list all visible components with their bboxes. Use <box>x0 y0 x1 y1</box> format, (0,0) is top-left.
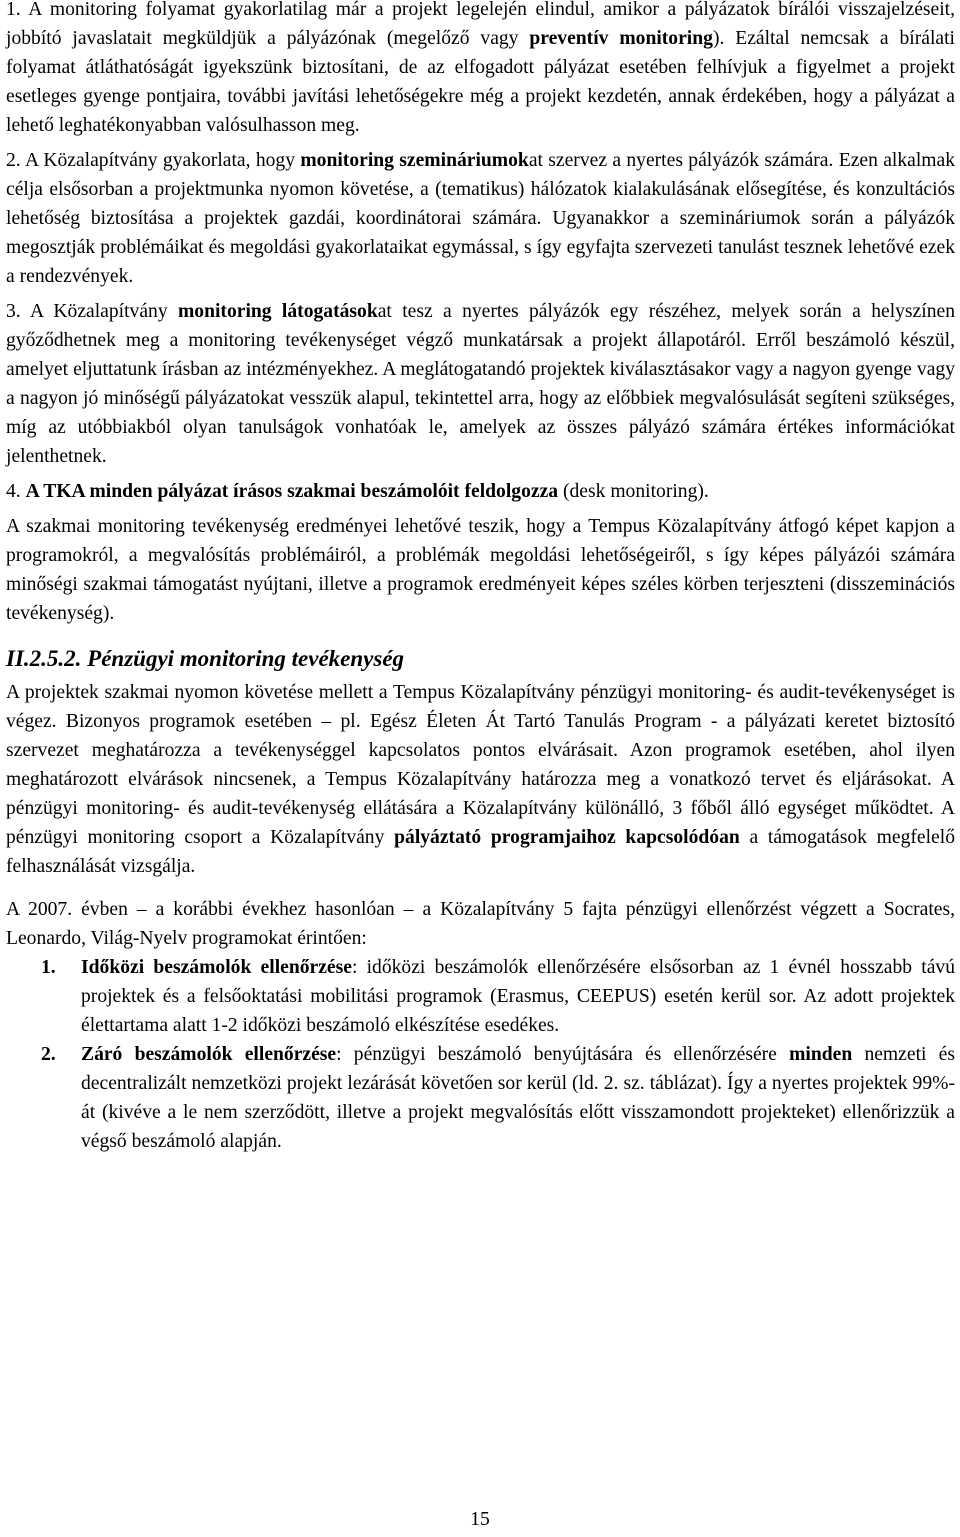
document-page <box>6 0 955 1156</box>
paragraph-monitoring-seminars: 2. A Közalapítvány gyakorlata, hogy monitoring szemináriumokat szervez a nyertes pályázók számára. Ezen alkalmak célja elsősorban a projektmunka nyomon követése, a (tematikus) hálózatok kialakulásának elősegítése, és konzultációs lehetőség biztosítása a projektek gazdái, koordinátorai számára. Ugyanakkor a szemináriumok során a pályázók megosztják problémáikat és megoldási gyakorlataikat egymással, s így egyfajta szervezeti tanulást tesznek lehetővé ezek a rendezvények. <box>6 150 956 287</box>
list-marker: 2. <box>41 1044 56 1065</box>
list-item-text: : időközi beszámolók ellenőrzésére elsősorban az 1 évnél hosszabb távú projektek és a felsőoktatási mobilitási programok (Erasmus, CEEPUS) esetén kerül sor. Az adott projektek élettartama alatt 1-2 időközi beszámoló elkészítése esedékes. <box>81 957 955 1036</box>
section-number: II.2.5.2. <box>6 646 82 671</box>
paragraph-2007-checks: A 2007. évben – a korábbi évekhez hasonlóan – a Közalapítvány 5 fajta pénzügyi ellenőrzést végzett a Socrates, Leonardo, Világ-Nyelv programokat érintően: <box>6 899 955 949</box>
list-item <box>6 1040 955 1156</box>
paragraph-desk-monitoring: 4. A TKA minden pályázat írásos szakmai beszámolóit feldolgozza (desk monitoring). <box>6 481 709 502</box>
emphasis-programs: pályáztató programjaihoz kapcsolódóan <box>394 827 740 848</box>
paragraph-preventive-monitoring: 1. A monitoring folyamat gyakorlatilag már a projekt legelején elindul, amikor a pályázatok bírálói visszajelzéseit, jobbító javaslatait megküldjük a pályázónak (megelőző vagy preventív monitoring). Ezáltal nemcsak a bírálati folyamat átláthatóságát igyekszünk biztosítani, de az elfogadott pályázat esetében felhívjuk a figyelmet a projekt esetleges gyenge pontjaira, további javítási lehetőségekre még a projekt kezdetén, annak érdekében, hogy a pályázat a lehető leghatékonyabban valósulhasson meg. <box>6 0 955 136</box>
checks-list <box>6 953 955 1156</box>
list-item-title: Időközi beszámolók ellenőrzése <box>81 957 352 978</box>
section-title: Pénzügyi monitoring tevékenység <box>87 646 405 671</box>
paragraph-monitoring-visits: 3. A Közalapítvány monitoring látogatásokat tesz a nyertes pályázók egy részéhez, melyek során a helyszínen győződhetnek meg a monitoring tevékenységet végző munkatársak a projekt állapotáról. Erről beszámoló készül, amelyet eljuttatunk írásban az intézményekhez. A meglátogatandó projektek kiválasztásakor vagy a nagyon gyenge vagy a nagyon jó minőségű pályázatokat vesszük alapul, tekintettel arra, hogy az előbbiek megvalósulását segíteni szükséges, míg az utóbbiakból olyan tanulságok vonhatóak le, amelyek az összes pályázó számára értékes információkat jelenthetnek. <box>6 301 955 467</box>
paragraph-monitoring-results: A szakmai monitoring tevékenység eredményei lehetővé teszik, hogy a Tempus Közalapítvány átfogó képet kapjon a programokról, a megvalósítás problémáiról, a problémák megoldási lehetőségeiről, s így képes pályázói számára minőségi szakmai támogatást nyújtani, illetve a programok eredményeit képes széles körben terjeszteni (disszeminációs tevékenység). <box>6 516 955 624</box>
list-item-emphasis: minden <box>789 1044 853 1065</box>
list-item-title: Záró beszámolók ellenőrzése <box>81 1044 337 1065</box>
list-item-text-continued: nemzeti és decentralizált nemzetközi projekt lezárását követően sor kerül (ld. 2. sz. táblázat). Így a nyertes projektek 99%-át (kivéve a le nem szerződött, illetve a projekt megvalósítás előtt visszamondott projekteket) ellenőrizzük a végső beszámoló alapján. <box>81 1044 955 1152</box>
list-marker: 1. <box>41 957 56 978</box>
page-number: 15 <box>470 1509 490 1530</box>
emphasis-monitoring-visits: monitoring látogatások <box>177 301 378 322</box>
emphasis-desk-monitoring: A TKA minden pályázat írásos szakmai beszámolóit feldolgozza <box>25 481 559 502</box>
emphasis-preventive-monitoring: preventív monitoring <box>529 28 713 49</box>
list-item <box>6 953 955 1040</box>
section-heading <box>6 644 955 674</box>
paragraph-financial-monitoring: A projektek szakmai nyomon követése mellett a Tempus Közalapítvány pénzügyi monitoring- és audit-tevékenységet is végez. Bizonyos programok esetében – pl. Egész Életen Át Tartó Tanulás Program - a pályázati keretet biztosító szervezet meghatározza a tevékenységgel kapcsolatos pontos elvárásait. Azon programok esetében, ahol ilyen meghatározott elvárások nincsenek, a Tempus Közalapítvány határozza meg a vonatkozó tervet és eljárásokat. A pénzügyi monitoring- és audit-tevékenység ellátására a Közalapítvány különálló, 3 főből álló egységet működtet. A pénzügyi monitoring csoport a Közalapítvány pályáztató programjaihoz kapcsolódóan a támogatások megfelelő felhasználását vizsgálja. <box>6 682 955 877</box>
emphasis-monitoring-seminars: monitoring szemináriumok <box>300 150 529 171</box>
list-item-text: : pénzügyi beszámoló benyújtására és ellenőrzésére <box>336 1044 790 1065</box>
